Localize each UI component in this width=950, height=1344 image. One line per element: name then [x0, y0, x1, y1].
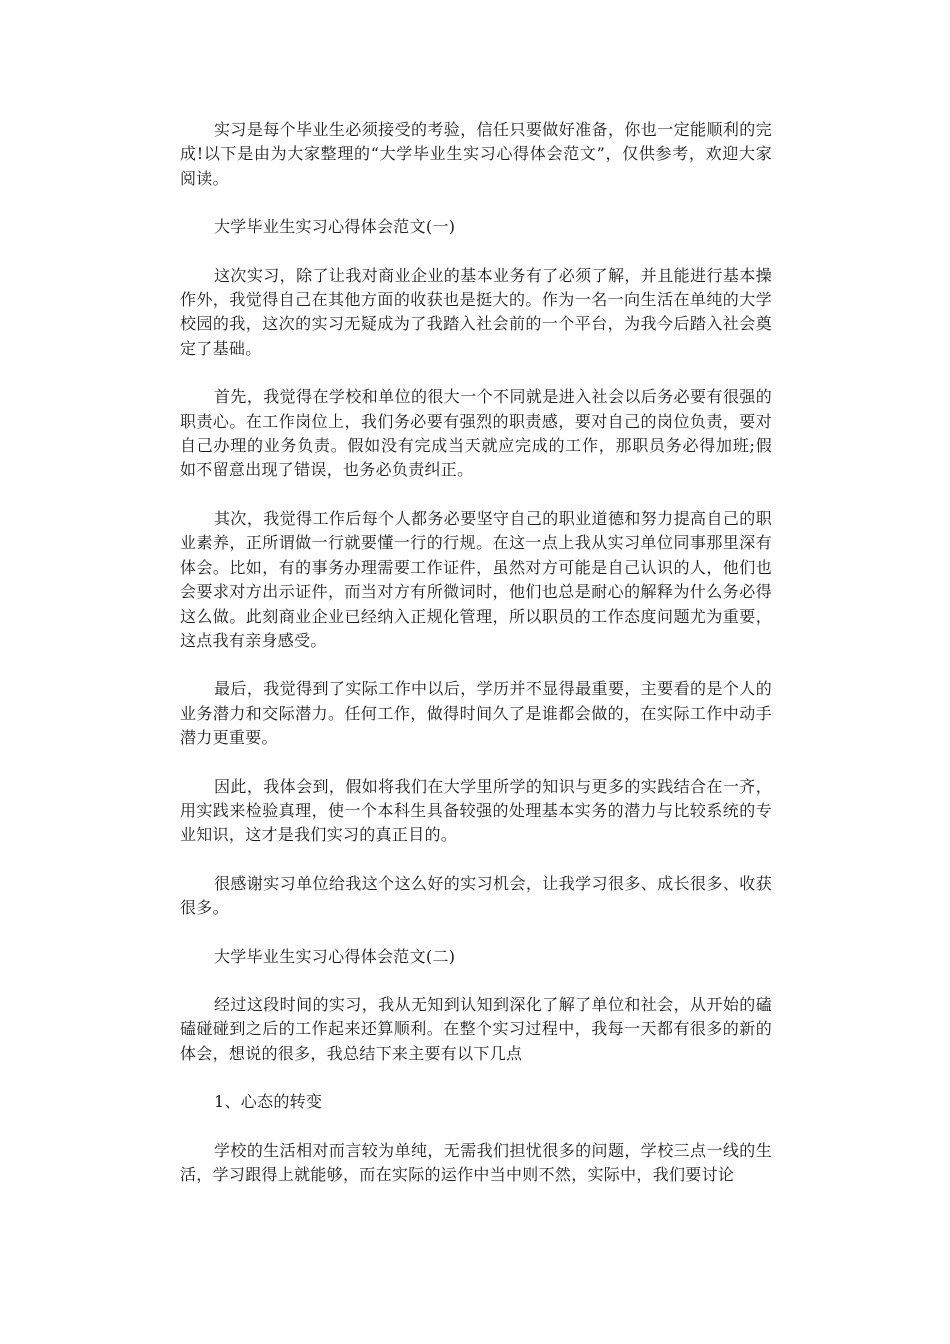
body-paragraph: 很感谢实习单位给我这个这么好的实习机会，让我学习很多、成长很多、收获很多。 — [180, 873, 772, 918]
body-paragraph: 其次，我觉得工作后每个人都务必要坚守自己的职业道德和努力提高自己的职业素养，正所谓做一行就要懂一行的行规。在这一点上我从实习单位同事那里深有体会。比如，有的事务办理需要工作证件，虽然对方可能是自己认识的人，他们也会要求对方出示证件，而当对方有所微词时，他们也总是耐心的解释为什么务必得这么做。此刻商业企业已经纳入正规化管理，所以职员的工作态度问题尤为重要，这点我有亲身感受。 — [180, 508, 772, 650]
intro-paragraph: 实习是每个毕业生必须接受的考验，信任只要做好准备，你也一定能顺利的完成!以下是由为大家整理的“大学毕业生实习心得体会范文”，仅供参考，欢迎大家阅读。 — [180, 120, 772, 188]
section-heading-1: 大学毕业生实习心得体会范文(一) — [214, 217, 456, 237]
body-paragraph: 最后，我觉得到了实际工作中以后，学历并不显得最重要，主要看的是个人的业务潜力和交际潜力。任何工作，做得时间久了是谁都会做的，在实际工作中动手潜力更重要。 — [180, 679, 772, 748]
body-paragraph: 经过这段时间的实习，我从无知到认知到深化了解了单位和社会，从开始的磕磕碰碰到之后的工作起来还算顺利。在整个实习过程中，我每一天都有很多的新的体会，想说的很多，我总结下来主要有以下几点 — [180, 994, 772, 1063]
body-paragraph: 首先，我觉得在学校和单位的很大一个不同就是进入社会以后务必要有很强的职责心。在工作岗位上，我们务必要有强烈的职责感，要对自己的岗位负责，要对自己办理的业务负责。假如没有完成当天就应完成的工作，那职员务必得加班;假如不留意出现了错误，也务必负责纠正。 — [180, 387, 772, 480]
document-body — [180, 118, 772, 1211]
subsection-heading: 1、心态的转变 — [214, 1092, 323, 1112]
body-paragraph: 因此，我体会到，假如将我们在大学里所学的知识与更多的实践结合在一齐，用实践来检验真理，使一个本科生具备较强的处理基本实务的潜力与比较系统的专业知识，这才是我们实习的真正目的。 — [180, 776, 772, 845]
body-paragraph: 这次实习，除了让我对商业企业的基本业务有了必须了解，并且能进行基本操作外，我觉得自己在其他方面的收获也是挺大的。作为一名一向生活在单纯的大学校园的我，这次的实习无疑成为了我踏入社会前的一个平台，为我今后踏入社会奠定了基础。 — [180, 265, 772, 358]
section-heading-2: 大学毕业生实习心得体会范文(二) — [214, 946, 456, 966]
body-paragraph: 学校的生活相对而言较为单纯，无需我们担忧很多的问题，学校三点一线的生活，学习跟得上就能够，而在实际的运作中当中则不然，实际中，我们要讨论 — [180, 1140, 772, 1184]
